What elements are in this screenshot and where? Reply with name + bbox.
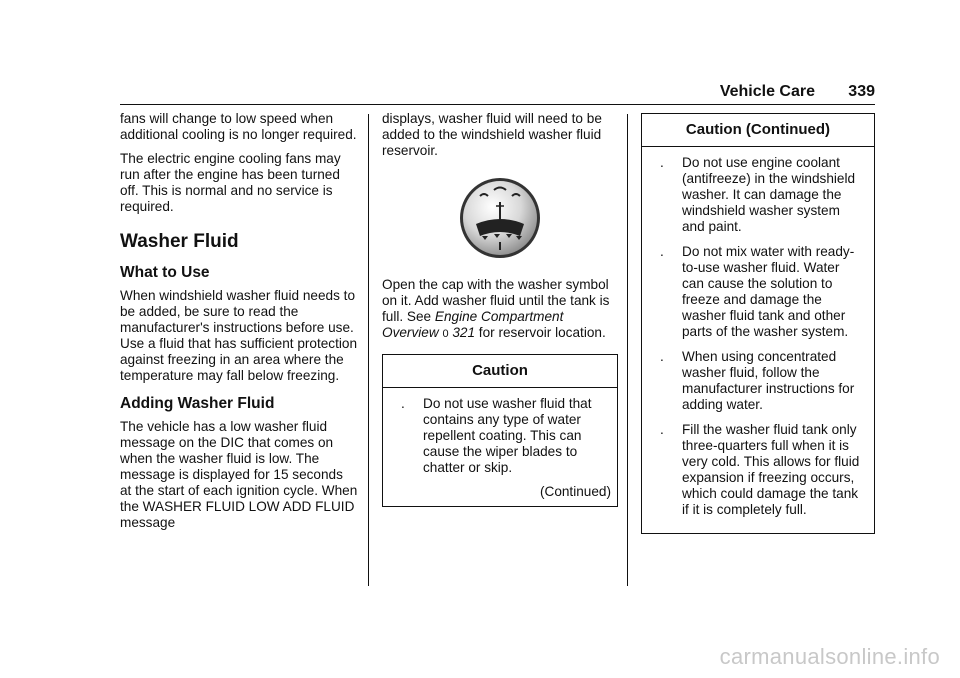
bullet: . [401, 396, 405, 411]
list-item: . Do not use engine coolant (antifreeze) in the windshield washer. It can damage the windshield washer system and paint. [660, 155, 856, 234]
column-divider [368, 114, 369, 586]
page-reference[interactable]: 321 [452, 325, 476, 340]
heading-adding-washer-fluid: Adding Washer Fluid [120, 395, 275, 412]
bullet: . [660, 349, 664, 364]
caution-box [382, 354, 618, 507]
bullet: . [660, 155, 664, 170]
bullet: . [660, 422, 664, 437]
column-right [641, 113, 875, 534]
engine-compartment-link[interactable]: Engine Compartment Overview [382, 309, 564, 340]
list-item: . Fill the washer fluid tank only three-quarters full when it is very cold. This allows for fluid expansion if freezing occurs, which could damage the tank if it is completely full. [660, 422, 860, 517]
list-item: . When using concentrated washer fluid, follow the manufacturer instructions for adding water. [660, 349, 855, 412]
washer-fluid-symbol-icon [458, 176, 542, 260]
section-title: Vehicle Care [719, 83, 815, 100]
paragraph: Open the cap with the washer symbol on it. Add washer fluid until the tank is full. See Engine Compartment Overview 0 321 for reservoir location. [382, 277, 610, 340]
header-rule [120, 104, 875, 105]
list-item: . Do not use washer fluid that contains any type of water repellent coating. This can cause the wiper blades to chatter or skip. [401, 396, 592, 475]
watermark: carmanualsonline.info [719, 644, 940, 669]
paragraph: fans will change to low speed when additional cooling is no longer required. [120, 111, 357, 142]
caution-title: Caution (Continued) [642, 114, 874, 147]
page-reference-icon: 0 [442, 328, 449, 340]
continued-label: (Continued) [539, 484, 611, 499]
paragraph: When windshield washer fluid needs to be added, be sure to read the manufacturer's instructions before use. Use a fluid that has sufficient protection against freezing in an area where the temperature may fall below freezing. [120, 288, 358, 383]
washer-fluid-symbol [382, 169, 618, 267]
column-middle [382, 111, 618, 507]
column-divider [627, 114, 628, 586]
caution-list [383, 388, 617, 476]
list-item: . Do not mix water with ready-to-use washer fluid. Water can cause the solution to freeze and damage the washer fluid tank and other parts of the washer system. [660, 244, 855, 339]
paragraph: displays, washer fluid will need to be added to the windshield washer fluid reservoir. [382, 111, 602, 158]
paragraph: The electric engine cooling fans may run after the engine has been turned off. This is normal and no service is required. [120, 151, 341, 214]
column-left [120, 111, 358, 539]
paragraph: The vehicle has a low washer fluid message on the DIC that comes on when the washer fluid is low. The message is displayed for 15 seconds at the start of each ignition cycle. When the WASHER FLUID LOW ADD FLUID message [120, 419, 358, 530]
page-number: 339 [848, 83, 875, 100]
bullet: . [660, 244, 664, 259]
page-header [120, 82, 875, 106]
caution-box-continued [641, 113, 875, 534]
caution-title: Caution [383, 355, 617, 388]
caution-list [642, 147, 874, 518]
heading-what-to-use: What to Use [120, 264, 210, 281]
heading-washer-fluid: Washer Fluid [120, 231, 239, 252]
